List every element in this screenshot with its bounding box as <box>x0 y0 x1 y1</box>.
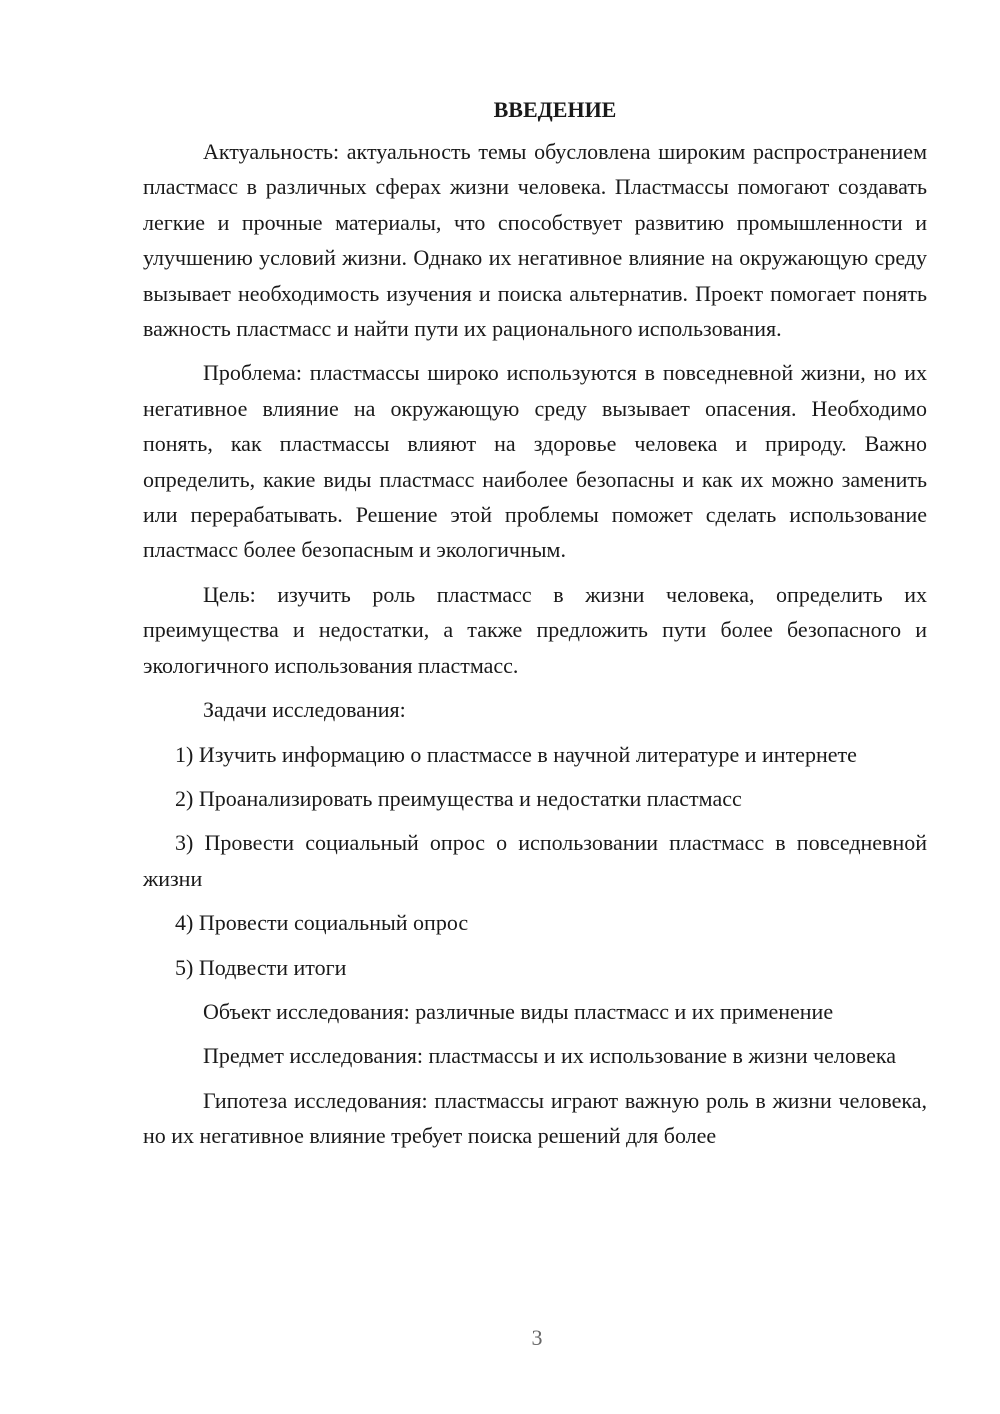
hypothesis-paragraph: Гипотеза исследования: пластмассы играют важную роль в жизни человека, но их негативное влияние требует поиска решений для более <box>143 1087 927 1149</box>
page-number: 3 <box>531 1325 543 1350</box>
page-title <box>143 94 927 126</box>
tasks-heading: Задачи исследования: <box>203 697 406 723</box>
goal-paragraph: Цель: изучить роль пластмасс в жизни человека, определить их преимущества и недостатки, а также предложить пути более безопасного и экологичного использования пластмасс. <box>143 581 927 678</box>
task-item-3: 3) Провести социальный опрос о использовании пластмасс в повседневной жизни <box>143 830 927 891</box>
subject-paragraph: Предмет исследования: пластмассы и их использование в жизни человека <box>203 1043 897 1069</box>
object-paragraph: Объект исследования: различные виды пластмасс и их применение <box>203 998 834 1024</box>
page-title-text: ВВЕДЕНИЕ <box>493 97 617 122</box>
task-item-1: 1) Изучить информацию о пластмассе в научной литературе и интернете <box>175 741 857 767</box>
problem-paragraph: Проблема: пластмассы широко используются в повседневной жизни, но их негативное влияние на окружающую среду вызывает опасения. Необходимо понять, как пластмассы влияют на здоровье человека и природу. Важно определить, какие виды пластмасс наиболее безопасны и как их можно заменить или перерабатывать. Решение этой проблемы поможет сделать использование пластмасс более безопасным и экологичным. <box>143 360 927 563</box>
task-item-4: 4) Провести социальный опрос <box>175 910 469 936</box>
page-body <box>143 94 927 1154</box>
task-item-2: 2) Проанализировать преимущества и недостатки пластмасс <box>175 785 742 811</box>
actuality-paragraph: Актуальность: актуальность темы обусловлена широким распространением пластмасс в различных сферах жизни человека. Пластмассы помогают создавать легкие и прочные материалы, что способствует развитию промышленности и улучшению условий жизни. Однако их негативное влияние на окружающую среду вызывает необходимость изучения и поиска альтернатив. Проект помогает понять важность пластмасс и найти пути их рационального использования. <box>143 139 927 342</box>
task-item-5: 5) Подвести итоги <box>175 954 347 980</box>
